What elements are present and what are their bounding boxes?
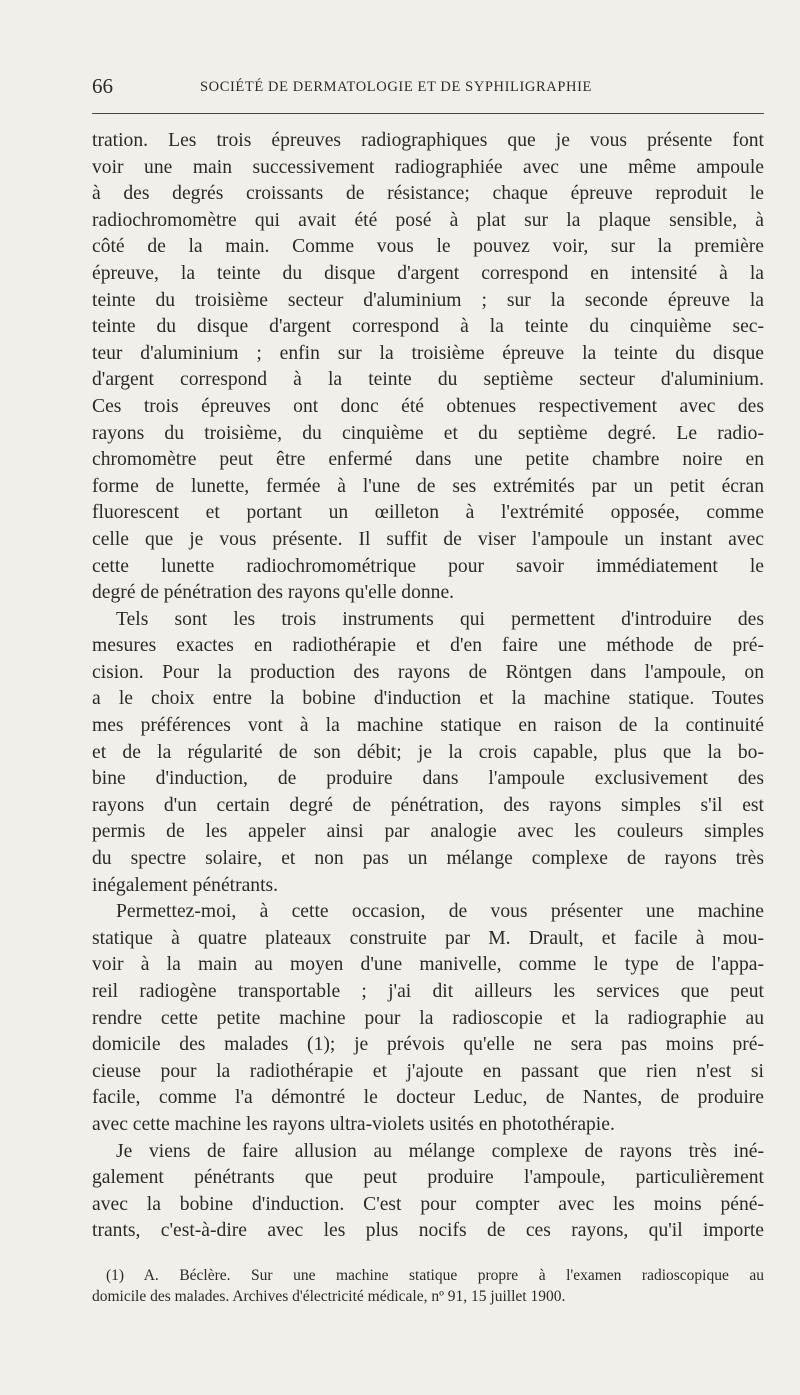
text-line: degré de pénétration des rayons qu'elle donne. <box>92 582 455 604</box>
text-line: rayons d'un certain degré de pénétration, des rayons simples s'il est <box>92 794 764 816</box>
body-text <box>92 128 764 1245</box>
text-line: épreuve, la teinte du disque d'argent correspond en intensité à la <box>92 262 764 284</box>
text-line: avec la bobine d'induction. C'est pour compter avec les moins péné- <box>92 1193 764 1215</box>
text-line: tration. Les trois épreuves radiographiques que je vous présente font <box>92 130 764 151</box>
text-line: rendre cette petite machine pour la radioscopie et la radiographie au <box>92 1007 764 1029</box>
text-line: cieuse pour la radiothérapie et j'ajoute en passant que rien n'est si <box>92 1060 764 1082</box>
footnote-line: (1) A. Béclère. Sur une machine statique propre à l'examen radioscopique au <box>106 1267 764 1284</box>
page-number: 66 <box>92 74 113 98</box>
text-line: Ces trois épreuves ont donc été obtenues respectivement avec des <box>92 395 764 417</box>
text-line: facile, comme l'a démontré le docteur Leduc, de Nantes, de produire <box>92 1087 764 1109</box>
text-line: bine d'induction, de produire dans l'ampoule exclusivement des <box>92 768 764 790</box>
text-line: galement pénétrants que peut produire l'ampoule, particulièrement <box>92 1167 764 1189</box>
running-title: SOCIÉTÉ DE DERMATOLOGIE ET DE SYPHILIGRAPHIE <box>200 79 592 95</box>
text-line: voir à la main au moyen d'une manivelle, comme le type de l'appa- <box>92 954 764 976</box>
text-line: cision. Pour la production des rayons de Röntgen dans l'ampoule, on <box>92 661 764 683</box>
text-line: voir une main successivement radiographiée avec une même ampoule <box>92 156 764 178</box>
text-line: teur d'aluminium ; enfin sur la troisième épreuve la teinte du disque <box>92 342 764 364</box>
text-line: inégalement pénétrants. <box>92 874 279 896</box>
footnote-line: domicile des malades. Archives d'électricité médicale, nº 91, 15 juillet 1900. <box>92 1288 566 1305</box>
text-line: reil radiogène transportable ; j'ai dit ailleurs les services que peut <box>92 981 764 1002</box>
text-line: avec cette machine les rayons ultra-violets usités en photothérapie. <box>92 1113 615 1135</box>
text-line: du spectre solaire, et non pas un mélange complexe de rayons très <box>92 848 764 870</box>
text-line: a le choix entre la bobine d'induction et la machine statique. Toutes <box>92 688 764 710</box>
text-line: mes préférences vont à la machine statique en raison de la continuité <box>92 715 764 737</box>
text-line: cette lunette radiochromométrique pour savoir immédiatement le <box>92 555 764 577</box>
text-line: statique à quatre plateaux construite par M. Drault, et facile à mou- <box>92 927 764 949</box>
text-line: permis de les appeler ainsi par analogie avec les couleurs simples <box>92 821 764 843</box>
text-line: côté de la main. Comme vous le pouvez voir, sur la première <box>92 236 764 258</box>
text-line: teinte du troisième secteur d'aluminium ; sur la seconde épreuve la <box>92 289 764 311</box>
text-line: mesures exactes en radiothérapie et d'en faire une méthode de pré- <box>92 635 764 657</box>
text-line: trants, c'est-à-dire avec les plus nocifs de ces rayons, qu'il importe <box>92 1220 764 1242</box>
text-line: Je viens de faire allusion au mélange complexe de rayons très iné- <box>116 1140 764 1162</box>
text-line: forme de lunette, fermée à l'une de ses extrémités par un petit écran <box>92 475 764 497</box>
text-line: teinte du disque d'argent correspond à la teinte du cinquième sec- <box>92 316 764 338</box>
text-line: et de la régularité de son débit; je la crois capable, plus que la bo- <box>92 741 764 763</box>
text-line: à des degrés croissants de résistance; chaque épreuve reproduit le <box>92 183 764 205</box>
text-line: celle que je vous présente. Il suffit de viser l'ampoule un instant avec <box>92 528 764 550</box>
text-line: domicile des malades (1); je prévois qu'elle ne sera pas moins pré- <box>92 1034 764 1056</box>
page-header <box>92 72 764 100</box>
header-rule <box>92 113 764 114</box>
text-line: radiochromomètre qui avait été posé à plat sur la plaque sensible, à <box>92 209 764 231</box>
text-line: Tels sont les trois instruments qui permettent d'introduire des <box>116 608 764 630</box>
text-line: d'argent correspond à la teinte du septième secteur d'aluminium. <box>92 369 764 391</box>
footnote <box>92 1265 764 1307</box>
text-line: rayons du troisième, du cinquième et du septième degré. Le radio- <box>92 422 764 444</box>
text-line: fluorescent et portant un œilleton à l'extrémité opposée, comme <box>92 502 764 524</box>
text-line: Permettez-moi, à cette occasion, de vous présenter une machine <box>116 901 764 923</box>
text-line: chromomètre peut être enfermé dans une petite chambre noire en <box>92 449 764 471</box>
